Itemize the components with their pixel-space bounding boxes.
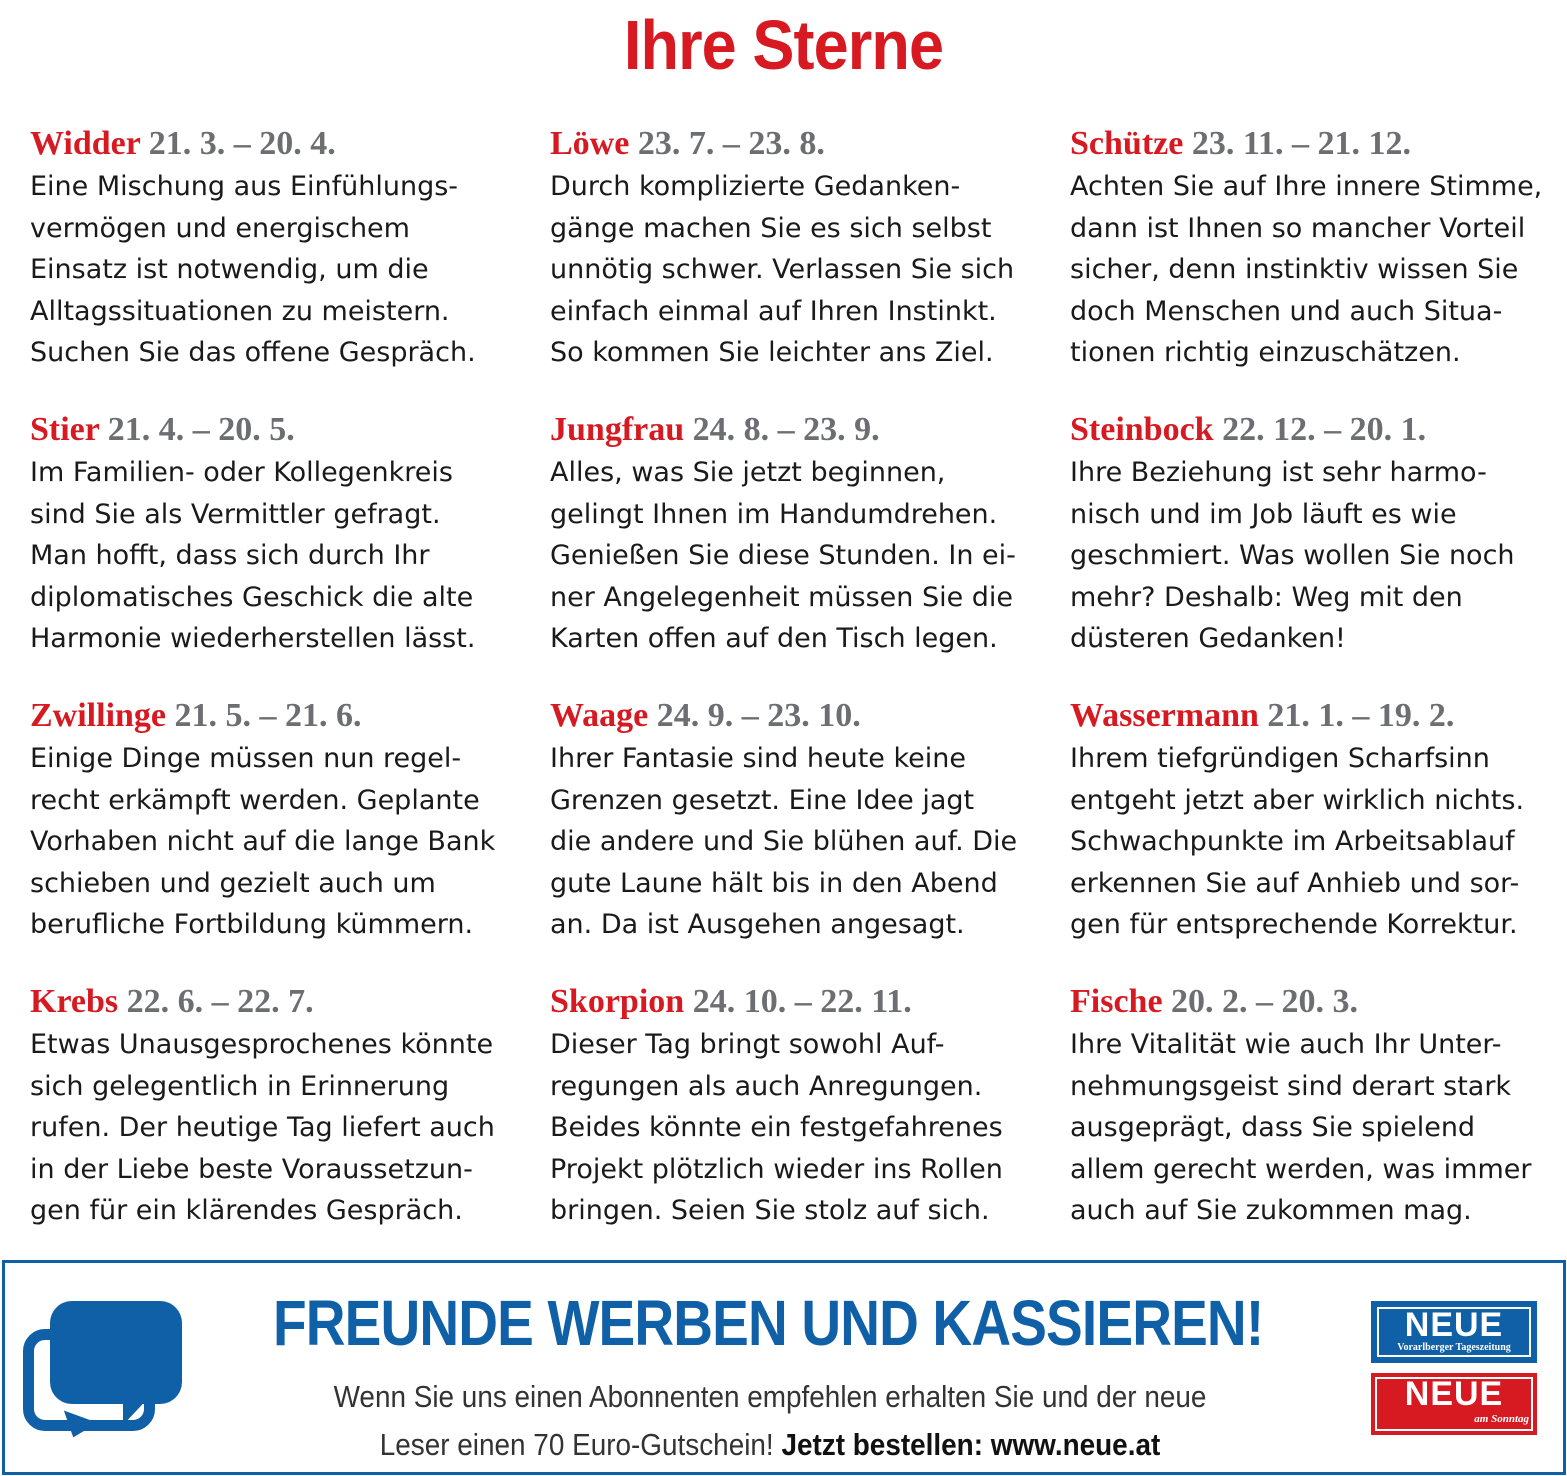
- sign-text-line: sicher, denn instinktiv wissen Sie: [1070, 254, 1519, 285]
- sign-text-line: Ihre Vitalität wie auch Ihr Unter-: [1070, 1029, 1502, 1060]
- sign-text-line: Ihrer Fantasie sind heute keine: [550, 743, 967, 774]
- speech-bubble-front-icon: [50, 1301, 182, 1404]
- sign-text-line: sind Sie als Vermittler gefragt.: [30, 498, 441, 530]
- sign-heading: [30, 408, 530, 452]
- sign-text-line: entgeht jetzt aber wirklich nichts.: [1070, 784, 1525, 816]
- sign-text: [1070, 452, 1567, 660]
- sign-text-line: rufen. Der heutige Tag liefert auch: [30, 1112, 495, 1143]
- promo-text: [245, 1373, 1295, 1469]
- sign-heading: [30, 694, 530, 738]
- sign-text-line: an. Da ist Ausgehen angesagt.: [550, 909, 965, 940]
- logo2-sub: am Sonntag: [1474, 1413, 1529, 1425]
- sign-text: [30, 166, 530, 374]
- sign-heading: [30, 122, 530, 166]
- sign-name: Waage: [550, 697, 649, 734]
- sign-text-line: berufliche Fortbildung kümmern.: [30, 909, 474, 940]
- sign-text-line: diplomatisches Geschick die alte: [30, 581, 474, 613]
- sign-text-line: nehmungsgeist sind derart stark: [1070, 1070, 1512, 1102]
- sign-text-line: Dieser Tag bringt sowohl Auf-: [550, 1029, 945, 1060]
- sign-name: Fische: [1070, 983, 1163, 1020]
- sign-text: [1070, 1024, 1567, 1232]
- sign-text-line: Harmonie wiederherstellen lässt.: [30, 623, 476, 654]
- sign-text-line: Suchen Sie das offene Gespräch.: [30, 337, 476, 368]
- sign-text-line: auch auf Sie zukommen mag.: [1070, 1195, 1472, 1226]
- promo-cta-link[interactable]: Jetzt bestellen: www.neue.at: [781, 1427, 1161, 1462]
- sign-text: [1070, 738, 1567, 946]
- sign-text-line: regungen als auch Anregungen.: [550, 1070, 983, 1102]
- promo-banner[interactable]: [2, 1260, 1566, 1475]
- sign-heading: [30, 980, 530, 1024]
- sign-text: [1070, 166, 1567, 374]
- sign-text: [30, 452, 530, 660]
- sign-name: Stier: [30, 411, 100, 448]
- sign-heading: [1070, 980, 1567, 1024]
- logo1-sub: Vorarlberger Tageszeitung: [1397, 1342, 1511, 1353]
- logo1-word: NEUE: [1404, 1306, 1504, 1344]
- horoscope-entry: [30, 122, 530, 408]
- sign-text-line: sich gelegentlich in Erinnerung: [30, 1070, 450, 1102]
- sign-text-line: Einsatz ist notwendig, um die: [30, 254, 429, 285]
- sign-text: [550, 166, 1050, 374]
- sign-text-line: geschmiert. Was wollen Sie noch: [1070, 540, 1515, 571]
- promo-line-2-text: Leser einen 70 Euro-Gutschein!: [379, 1427, 774, 1462]
- sign-text-line: allem gerecht werden, was immer: [1070, 1153, 1532, 1185]
- sign-text-line: gute Laune hält bis in den Abend: [550, 867, 998, 899]
- horoscope-entry: [1070, 408, 1567, 694]
- logo2-word: NEUE: [1404, 1375, 1504, 1413]
- neue-tageszeitung-logo: [1371, 1301, 1537, 1363]
- horoscope-entry: [550, 694, 1050, 980]
- sign-text-line: Alles, was Sie jetzt beginnen,: [550, 457, 946, 488]
- sign-text-line: vermögen und energischem: [30, 212, 410, 244]
- sign-text: [30, 1024, 530, 1232]
- sign-text-line: bringen. Seien Sie stolz auf sich.: [550, 1195, 990, 1226]
- sign-text-line: erkennen Sie auf Anhieb und sor-: [1070, 867, 1520, 899]
- neue-am-sonntag-logo: [1371, 1373, 1537, 1435]
- sign-text-line: Ihrem tiefgründigen Scharfsinn: [1070, 743, 1490, 774]
- sign-heading: [550, 408, 1050, 452]
- sign-name: Zwillinge: [30, 697, 167, 734]
- sign-text-line: ner Angelegenheit müssen Sie die: [550, 581, 1014, 613]
- sign-heading: [550, 980, 1050, 1024]
- horoscope-entry: [30, 980, 530, 1266]
- sign-name: Krebs: [30, 983, 119, 1020]
- promo-line-2: [298, 1421, 1243, 1469]
- sign-text-line: unnötig schwer. Verlassen Sie sich: [550, 254, 1015, 285]
- sign-text-line: tionen richtig einzuschätzen.: [1070, 337, 1461, 368]
- horoscope-entry: [1070, 694, 1567, 980]
- sign-text-line: ausgeprägt, dass Sie spielend: [1070, 1112, 1476, 1143]
- sign-text-line: Projekt plötzlich wieder ins Rollen: [550, 1153, 1003, 1185]
- horoscope-column-2: [550, 122, 1050, 1266]
- horoscope-entry: [550, 408, 1050, 694]
- horoscope-entry: [1070, 980, 1567, 1266]
- sign-dates: 23. 11. – 21. 12.: [1191, 125, 1411, 162]
- sign-dates: 21. 4. – 20. 5.: [107, 411, 295, 448]
- sign-text: [550, 738, 1050, 946]
- sign-text-line: Im Familien- oder Kollegenkreis: [30, 457, 453, 488]
- sign-heading: [1070, 122, 1567, 166]
- sign-heading: [550, 122, 1050, 166]
- sign-text-line: gen für entsprechende Korrektur.: [1070, 909, 1518, 940]
- sign-dates: 24. 8. – 23. 9.: [692, 411, 880, 448]
- horoscope-entry: [30, 408, 530, 694]
- sign-text-line: gelingt Ihnen im Handumdrehen.: [550, 498, 998, 530]
- sign-text-line: einfach einmal auf Ihren Instinkt.: [550, 295, 997, 327]
- sign-text-line: nisch und im Job läuft es wie: [1070, 498, 1457, 530]
- horoscope-column-1: [30, 122, 530, 1266]
- sign-dates: 22. 12. – 20. 1.: [1222, 411, 1427, 448]
- horoscope-column-3: [1070, 122, 1567, 1266]
- sign-dates: 23. 7. – 23. 8.: [637, 125, 825, 162]
- sign-text-line: Durch komplizierte Gedanken-: [550, 171, 961, 202]
- sign-text-line: Vorhaben nicht auf die lange Bank: [30, 826, 496, 857]
- sign-text-line: Alltagssituationen zu meistern.: [30, 295, 450, 327]
- sign-heading: [1070, 694, 1567, 738]
- sign-name: Widder: [30, 125, 141, 162]
- sign-text-line: Man hofft, dass sich durch Ihr: [30, 540, 430, 571]
- horoscope-entry: [1070, 122, 1567, 408]
- sign-text-line: Karten offen auf den Tisch legen.: [550, 623, 998, 654]
- speech-bubble-front-tail: [123, 1393, 153, 1425]
- sign-text-line: Eine Mischung aus Einfühlungs-: [30, 171, 459, 202]
- sign-dates: 24. 9. – 23. 10.: [656, 697, 861, 734]
- sign-text-line: Etwas Unausgesprochenes könnte: [30, 1029, 494, 1060]
- sign-name: Steinbock: [1070, 411, 1214, 448]
- sign-text-line: Beides könnte ein festgefahrenes: [550, 1112, 1003, 1143]
- sign-dates: 24. 10. – 22. 11.: [692, 983, 912, 1020]
- sign-text-line: Achten Sie auf Ihre innere Stimme,: [1070, 171, 1543, 202]
- sign-dates: 22. 6. – 22. 7.: [126, 983, 314, 1020]
- page-title: Ihre Sterne: [623, 6, 944, 84]
- sign-dates: 21. 1. – 19. 2.: [1267, 697, 1455, 734]
- promo-headline: FREUNDE WERBEN UND KASSIEREN!: [273, 1287, 1264, 1359]
- sign-text-line: mehr? Deshalb: Weg mit den: [1070, 581, 1463, 613]
- sign-text-line: Schwachpunkte im Arbeitsablauf: [1070, 826, 1515, 857]
- sign-text: [30, 738, 530, 946]
- sign-name: Löwe: [550, 125, 630, 162]
- sign-text: [550, 1024, 1050, 1232]
- sign-text-line: Grenzen gesetzt. Eine Idee jagt: [550, 784, 975, 816]
- horoscope-entry: [30, 694, 530, 980]
- sign-name: Skorpion: [550, 983, 685, 1020]
- sign-text-line: doch Menschen und auch Situa-: [1070, 295, 1503, 327]
- sign-text-line: Genießen Sie diese Stunden. In ei-: [550, 540, 1016, 571]
- sign-name: Schütze: [1070, 125, 1184, 162]
- sign-heading: [550, 694, 1050, 738]
- horoscope-entry: [550, 122, 1050, 408]
- sign-text-line: Einige Dinge müssen nun regel-: [30, 743, 462, 774]
- sign-heading: [1070, 408, 1567, 452]
- sign-dates: 20. 2. – 20. 3.: [1171, 983, 1359, 1020]
- sign-text-line: dann ist Ihnen so mancher Vorteil: [1070, 212, 1526, 244]
- sign-text-line: Ihre Beziehung ist sehr harmo-: [1070, 457, 1487, 488]
- sign-dates: 21. 3. – 20. 4.: [148, 125, 336, 162]
- sign-text: [550, 452, 1050, 660]
- horoscope-entry: [550, 980, 1050, 1266]
- sign-name: Wassermann: [1070, 697, 1259, 734]
- sign-text-line: schieben und gezielt auch um: [30, 867, 436, 899]
- sign-text-line: in der Liebe beste Voraussetzun-: [30, 1153, 473, 1185]
- sign-text-line: gänge machen Sie es sich selbst: [550, 212, 992, 244]
- promo-line-1: Wenn Sie uns einen Abonnenten empfehlen erhalten Sie und der neue: [333, 1379, 1207, 1414]
- sign-text-line: die andere und Sie blühen auf. Die: [550, 826, 1018, 857]
- sign-name: Jungfrau: [550, 411, 685, 448]
- sign-dates: 21. 5. – 21. 6.: [174, 697, 362, 734]
- sign-text-line: recht erkämpft werden. Geplante: [30, 784, 480, 816]
- sign-text-line: So kommen Sie leichter ans Ziel.: [550, 337, 994, 368]
- sign-text-line: gen für ein klärendes Gespräch.: [30, 1195, 463, 1226]
- sign-text-line: düsteren Gedanken!: [1070, 623, 1346, 654]
